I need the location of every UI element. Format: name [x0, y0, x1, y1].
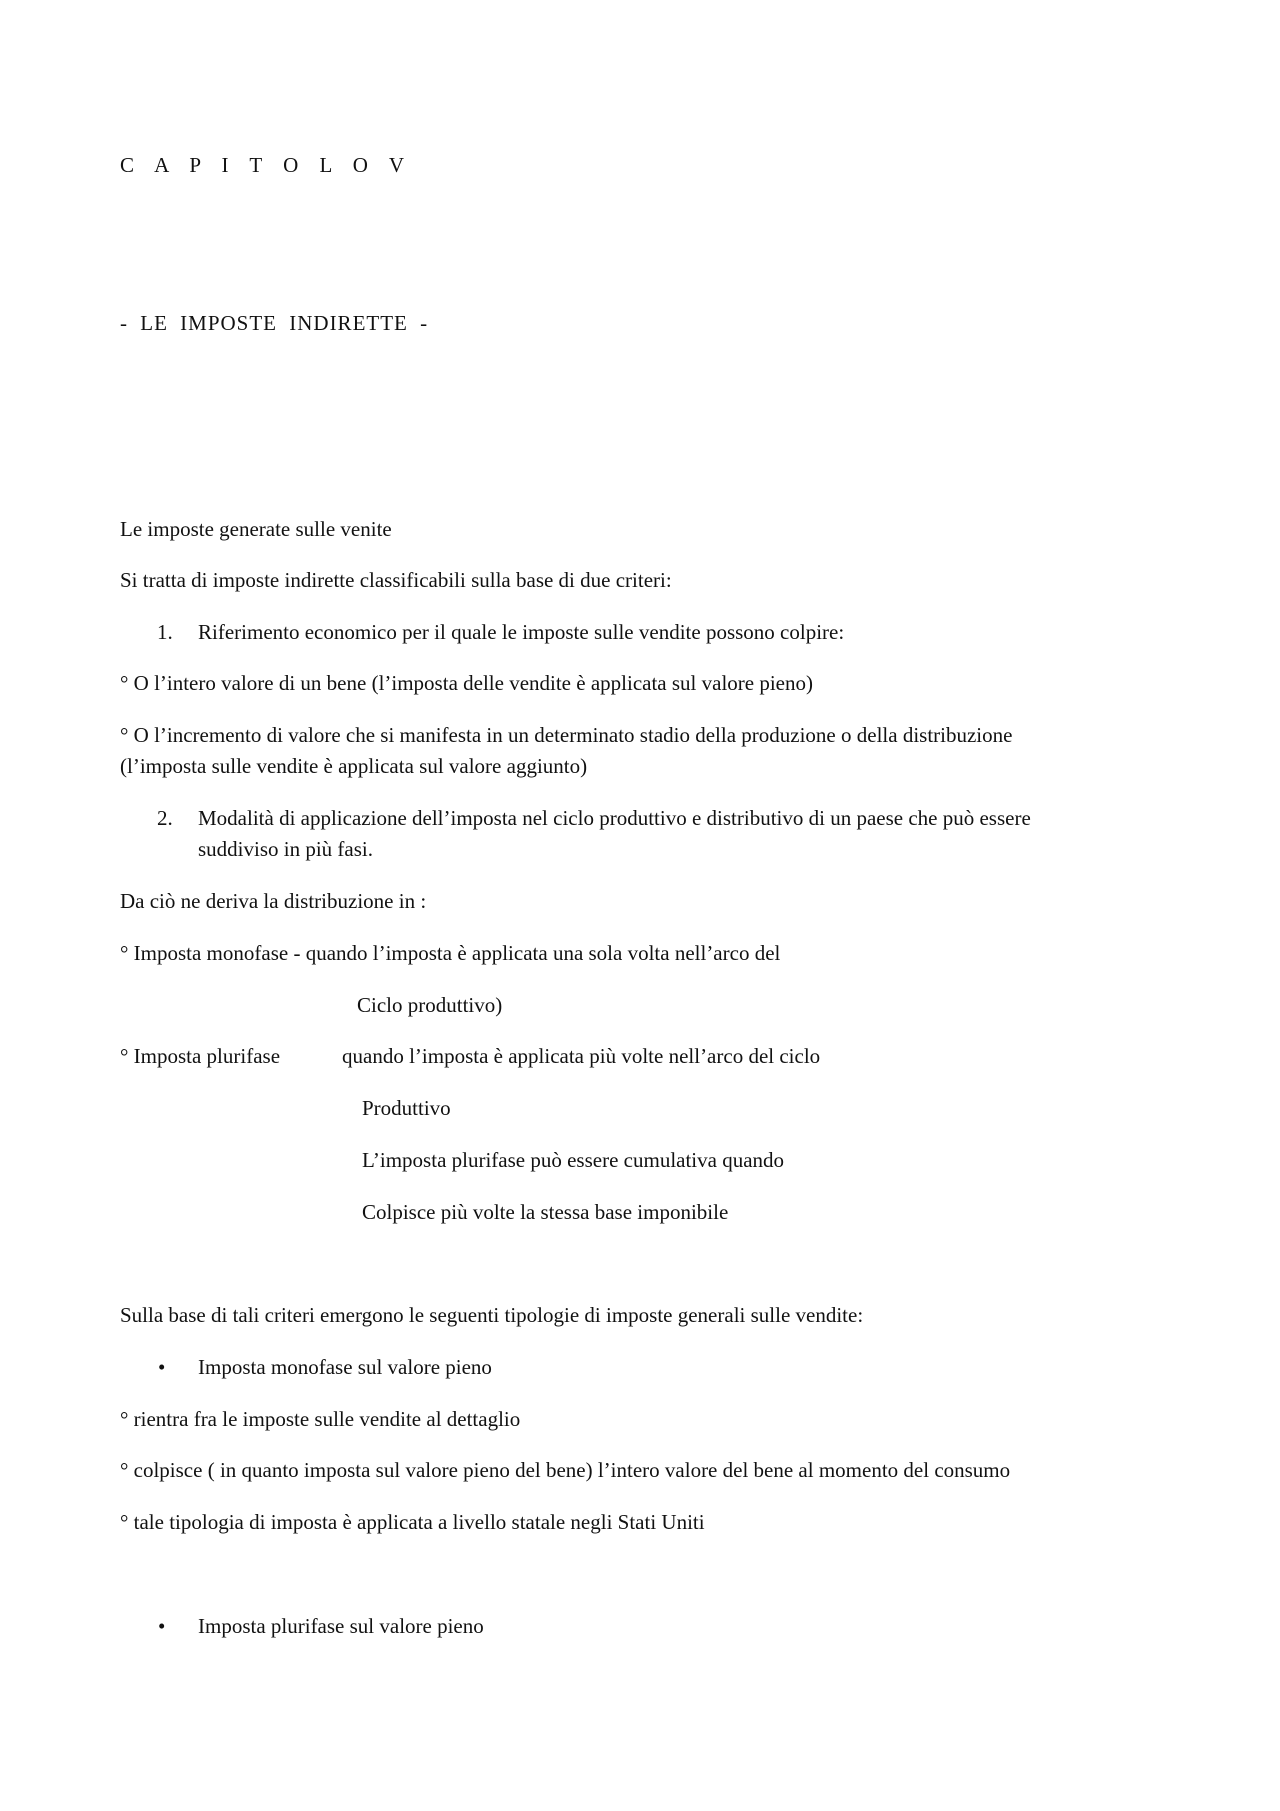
chapter-heading: C A P I T O L O V [120, 153, 412, 177]
bullet-1-degree-2: ° colpisce ( in quanto imposta sul valore pieno del bene) l’intero valore del bene al momento del consumo [120, 1458, 1011, 1482]
plurifase-line-3: L’imposta plurifase può essere cumulativa quando [362, 1148, 785, 1172]
bullet-1-degree-3: ° tale tipologia di imposta è applicata a livello statale negli Stati Uniti [120, 1510, 705, 1534]
monofase-line-2: Ciclo produttivo) [357, 993, 503, 1017]
plurifase-line-4: Colpisce più volte la stessa base imponibile [362, 1200, 729, 1224]
plurifase-label: ° Imposta plurifase [120, 1044, 281, 1068]
bullet-2-glyph: • [158, 1614, 166, 1638]
intro-paragraph: Si tratta di imposte indirette classificabili sulla base di due criteri: [120, 568, 672, 592]
criteria-2-line-1: Modalità di applicazione dell’imposta nel ciclo produttivo e distributivo di un paese che può essere [198, 806, 1031, 830]
criteria-2-line-2: suddiviso in più fasi. [198, 837, 374, 861]
degree-item-2-line-2: (l’imposta sulle vendite è applicata sul valore aggiunto) [120, 754, 588, 778]
intro-heading: Le imposte generate sulle venite [120, 517, 392, 541]
monofase-line-1: ° Imposta monofase - quando l’imposta è applicata una sola volta nell’arco del [120, 941, 781, 965]
criteria-1-number: 1. [157, 620, 173, 644]
bullet-2-text: Imposta plurifase sul valore pieno [198, 1614, 484, 1638]
bullet-1-glyph: • [158, 1355, 166, 1379]
bullet-1-degree-1: ° rientra fra le imposte sulle vendite al dettaglio [120, 1407, 521, 1431]
section-title: - LE IMPOSTE INDIRETTE - [120, 311, 429, 335]
bullet-1-text: Imposta monofase sul valore pieno [198, 1355, 492, 1379]
criteria-summary: Sulla base di tali criteri emergono le seguenti tipologie di imposte generali sulle vendite: [120, 1303, 864, 1327]
criteria-1-text: Riferimento economico per il quale le imposte sulle vendite possono colpire: [198, 620, 845, 644]
criteria-2-number: 2. [157, 806, 173, 830]
degree-item-2-line-1: ° O l’incremento di valore che si manifesta in un determinato stadio della produzione o della distribuzione [120, 723, 1013, 747]
plurifase-text: quando l’imposta è applicata più volte nell’arco del ciclo [342, 1044, 821, 1068]
plurifase-line-2: Produttivo [362, 1096, 451, 1120]
degree-item-1: ° O l’intero valore di un bene (l’imposta delle vendite è applicata sul valore pieno) [120, 671, 813, 695]
derivation-paragraph: Da ciò ne deriva la distribuzione in : [120, 889, 427, 913]
